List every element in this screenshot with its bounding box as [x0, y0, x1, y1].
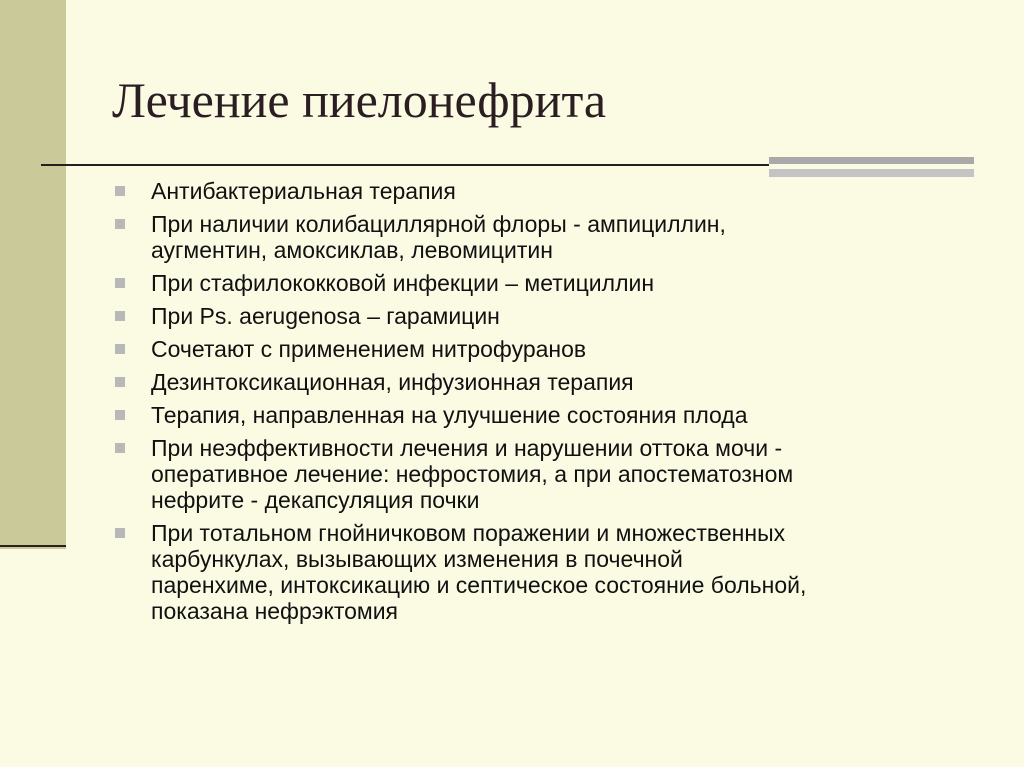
bullet-item: [114, 520, 1004, 624]
bullet-item: [114, 303, 1004, 329]
bullet-text: Сочетают с применением нитрофуранов: [151, 336, 587, 362]
square-bullet-icon: [115, 219, 125, 229]
title-divider: [41, 164, 769, 166]
bullet-text: При тотальном гнойничковом поражении и множественных карбункулах, вызывающих изменения в почечной паренхиме, интоксикацию и септическое состояние больной, показана нефрэктомия: [151, 520, 807, 624]
square-bullet-icon: [115, 186, 125, 196]
bullet-text: Дезинтоксикационная, инфузионная терапия: [151, 369, 634, 395]
square-bullet-icon: [115, 528, 125, 538]
bullet-text: Антибактериальная терапия: [151, 178, 456, 204]
bullet-item: [114, 270, 1004, 296]
slide-title: Лечение пиелонефрита: [112, 72, 607, 128]
bullet-text: При наличии колибациллярной флоры - ампициллин, аугментин, амоксиклав, левомицитин: [151, 211, 726, 263]
bullet-item: [114, 336, 1004, 362]
accent-bar-dark: [769, 157, 974, 164]
accent-bar-light: [769, 169, 974, 177]
bullet-item: [114, 211, 1004, 263]
bullet-text: Терапия, направленная на улучшение состояния плода: [151, 402, 748, 428]
square-bullet-icon: [115, 410, 125, 420]
bullet-item: [114, 178, 1004, 204]
bullet-text: При стафилококковой инфекции – метициллин: [151, 270, 655, 296]
square-bullet-icon: [115, 344, 125, 354]
bullet-item: [114, 402, 1004, 428]
square-bullet-icon: [115, 311, 125, 321]
bullet-item: [114, 369, 1004, 395]
side-bar-divider: [0, 545, 66, 547]
bullet-item: [114, 435, 1004, 513]
square-bullet-icon: [115, 278, 125, 288]
square-bullet-icon: [115, 377, 125, 387]
bullet-text: При Ps. aerugenosa – гарамицин: [151, 303, 500, 329]
bullet-list: [114, 178, 1004, 631]
bullet-text: При неэффективности лечения и нарушении оттока мочи - оперативное лечение: нефростомия, а при апостематозном нефрите - декапсуляция почки: [151, 435, 794, 513]
decorative-side-bar: [0, 0, 66, 549]
square-bullet-icon: [115, 443, 125, 453]
